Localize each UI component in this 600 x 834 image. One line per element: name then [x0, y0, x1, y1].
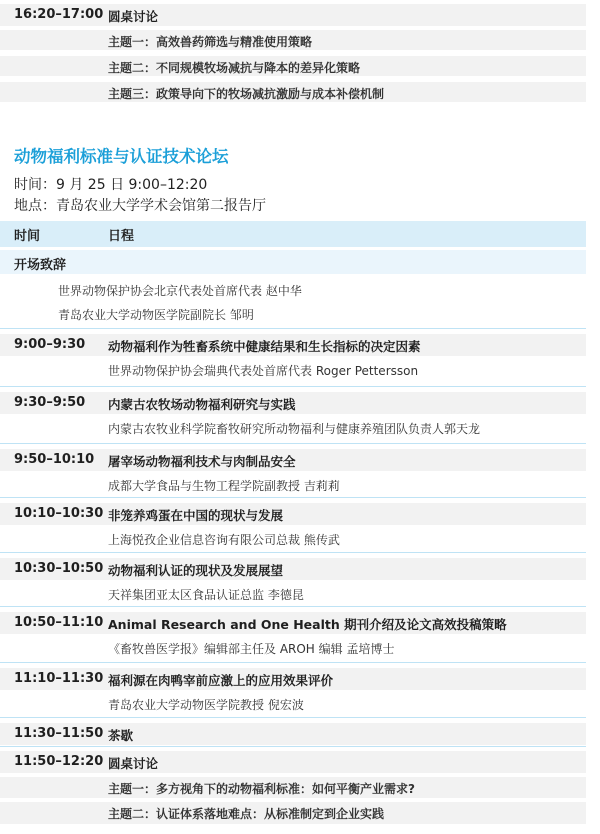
session-time: 10:50–11:10 [14, 615, 104, 630]
topic-row [0, 56, 586, 76]
schedule-header [0, 221, 586, 247]
session-time: 9:30–9:50 [14, 395, 86, 410]
speaker: 世界动物保护协会北京代表处首席代表 赵中华 [58, 284, 302, 298]
topic-text: 主题一：高效兽药筛选与精准使用策略 [108, 35, 313, 49]
session-time: 11:30–11:50 [14, 726, 104, 741]
opening-row [0, 250, 586, 274]
session-time: 9:00–9:30 [14, 337, 86, 352]
session-title: 非笼养鸡蛋在中国的现状与发展 [108, 508, 284, 523]
topic-row [0, 30, 586, 50]
session-title: 动物福利认证的现状及发展展望 [108, 563, 284, 578]
topic-row [0, 82, 586, 102]
session-speaker: 内蒙古农牧业科学院畜牧研究所动物福利与健康养殖团队负责人郭天龙 [108, 422, 481, 436]
session-title: 屠宰场动物福利技术与肉制品安全 [108, 454, 296, 469]
divider [0, 606, 586, 607]
speaker: 青岛农业大学动物医学院副院长 邹明 [58, 308, 254, 322]
topic-text: 主题二：认证体系落地难点：从标准制定到企业实践 [108, 807, 385, 821]
session-title: 动物福利作为牲畜系统中健康结果和生长指标的决定因素 [108, 339, 421, 354]
topic-text: 主题三：政策导向下的牧场减抗激励与成本补偿机制 [108, 87, 385, 101]
session-title: 圆桌讨论 [108, 756, 159, 771]
session-time: 10:30–10:50 [14, 561, 104, 576]
header-schedule: 日程 [108, 229, 135, 244]
session-row [0, 334, 586, 356]
divider [0, 662, 586, 663]
session-speaker: 青岛农业大学动物医学院教授 倪宏波 [108, 698, 304, 712]
roundtable-row [0, 751, 586, 773]
session-row [0, 612, 586, 634]
forum-time: 时间：9 月 25 日 9:00–12:20 [14, 177, 208, 193]
session-speaker: 成都大学食品与生物工程学院副教授 吉莉莉 [108, 479, 340, 493]
session-time: 9:50–10:10 [14, 452, 95, 467]
session-row [0, 558, 586, 580]
break-row [0, 723, 586, 745]
session-title: 福利源在肉鸭宰前应激上的应用效果评价 [108, 673, 334, 688]
session-row [0, 668, 586, 690]
header-time: 时间 [14, 229, 41, 244]
session-title: Animal Research and One Health 期刊介绍及论文高效投稿策略 [108, 617, 507, 632]
session-speaker: 《畜牧兽医学报》编辑部主任及 AROH 编辑 孟培博士 [108, 642, 395, 656]
divider [0, 717, 586, 718]
topic-row [0, 802, 586, 824]
session-time: 11:10–11:30 [14, 671, 104, 686]
topic-row [0, 777, 586, 798]
session-row [0, 449, 586, 471]
session-time: 10:10–10:30 [14, 506, 104, 521]
session-title: 内蒙古农牧场动物福利研究与实践 [108, 397, 296, 412]
forum-title: 动物福利标准与认证技术论坛 [14, 147, 229, 166]
divider [0, 386, 586, 387]
forum-location: 地点：青岛农业大学学术会馆第二报告厅 [14, 198, 266, 214]
session-speaker: 天祥集团亚太区食品认证总监 李德昆 [108, 588, 304, 602]
session-row [0, 392, 586, 414]
roundtable-top-row [0, 4, 586, 26]
session-row [0, 503, 586, 525]
session-speaker: 上海悦孜企业信息咨询有限公司总裁 熊传武 [108, 533, 340, 547]
divider [0, 443, 586, 444]
session-speaker: 世界动物保护协会瑞典代表处首席代表 Roger Pettersson [108, 364, 419, 378]
divider [0, 328, 586, 329]
session-title: 圆桌讨论 [108, 9, 159, 24]
topic-text: 主题二：不同规模牧场减抗与降本的差异化策略 [108, 61, 361, 75]
divider [0, 552, 586, 553]
session-time: 16:20–17:00 [14, 7, 104, 22]
opening-title: 开场致辞 [14, 258, 67, 273]
divider [0, 746, 586, 747]
session-time: 11:50–12:20 [14, 754, 104, 769]
divider [0, 497, 586, 498]
topic-text: 主题一：多方视角下的动物福利标准：如何平衡产业需求? [108, 782, 415, 796]
session-title: 茶歇 [108, 728, 134, 743]
